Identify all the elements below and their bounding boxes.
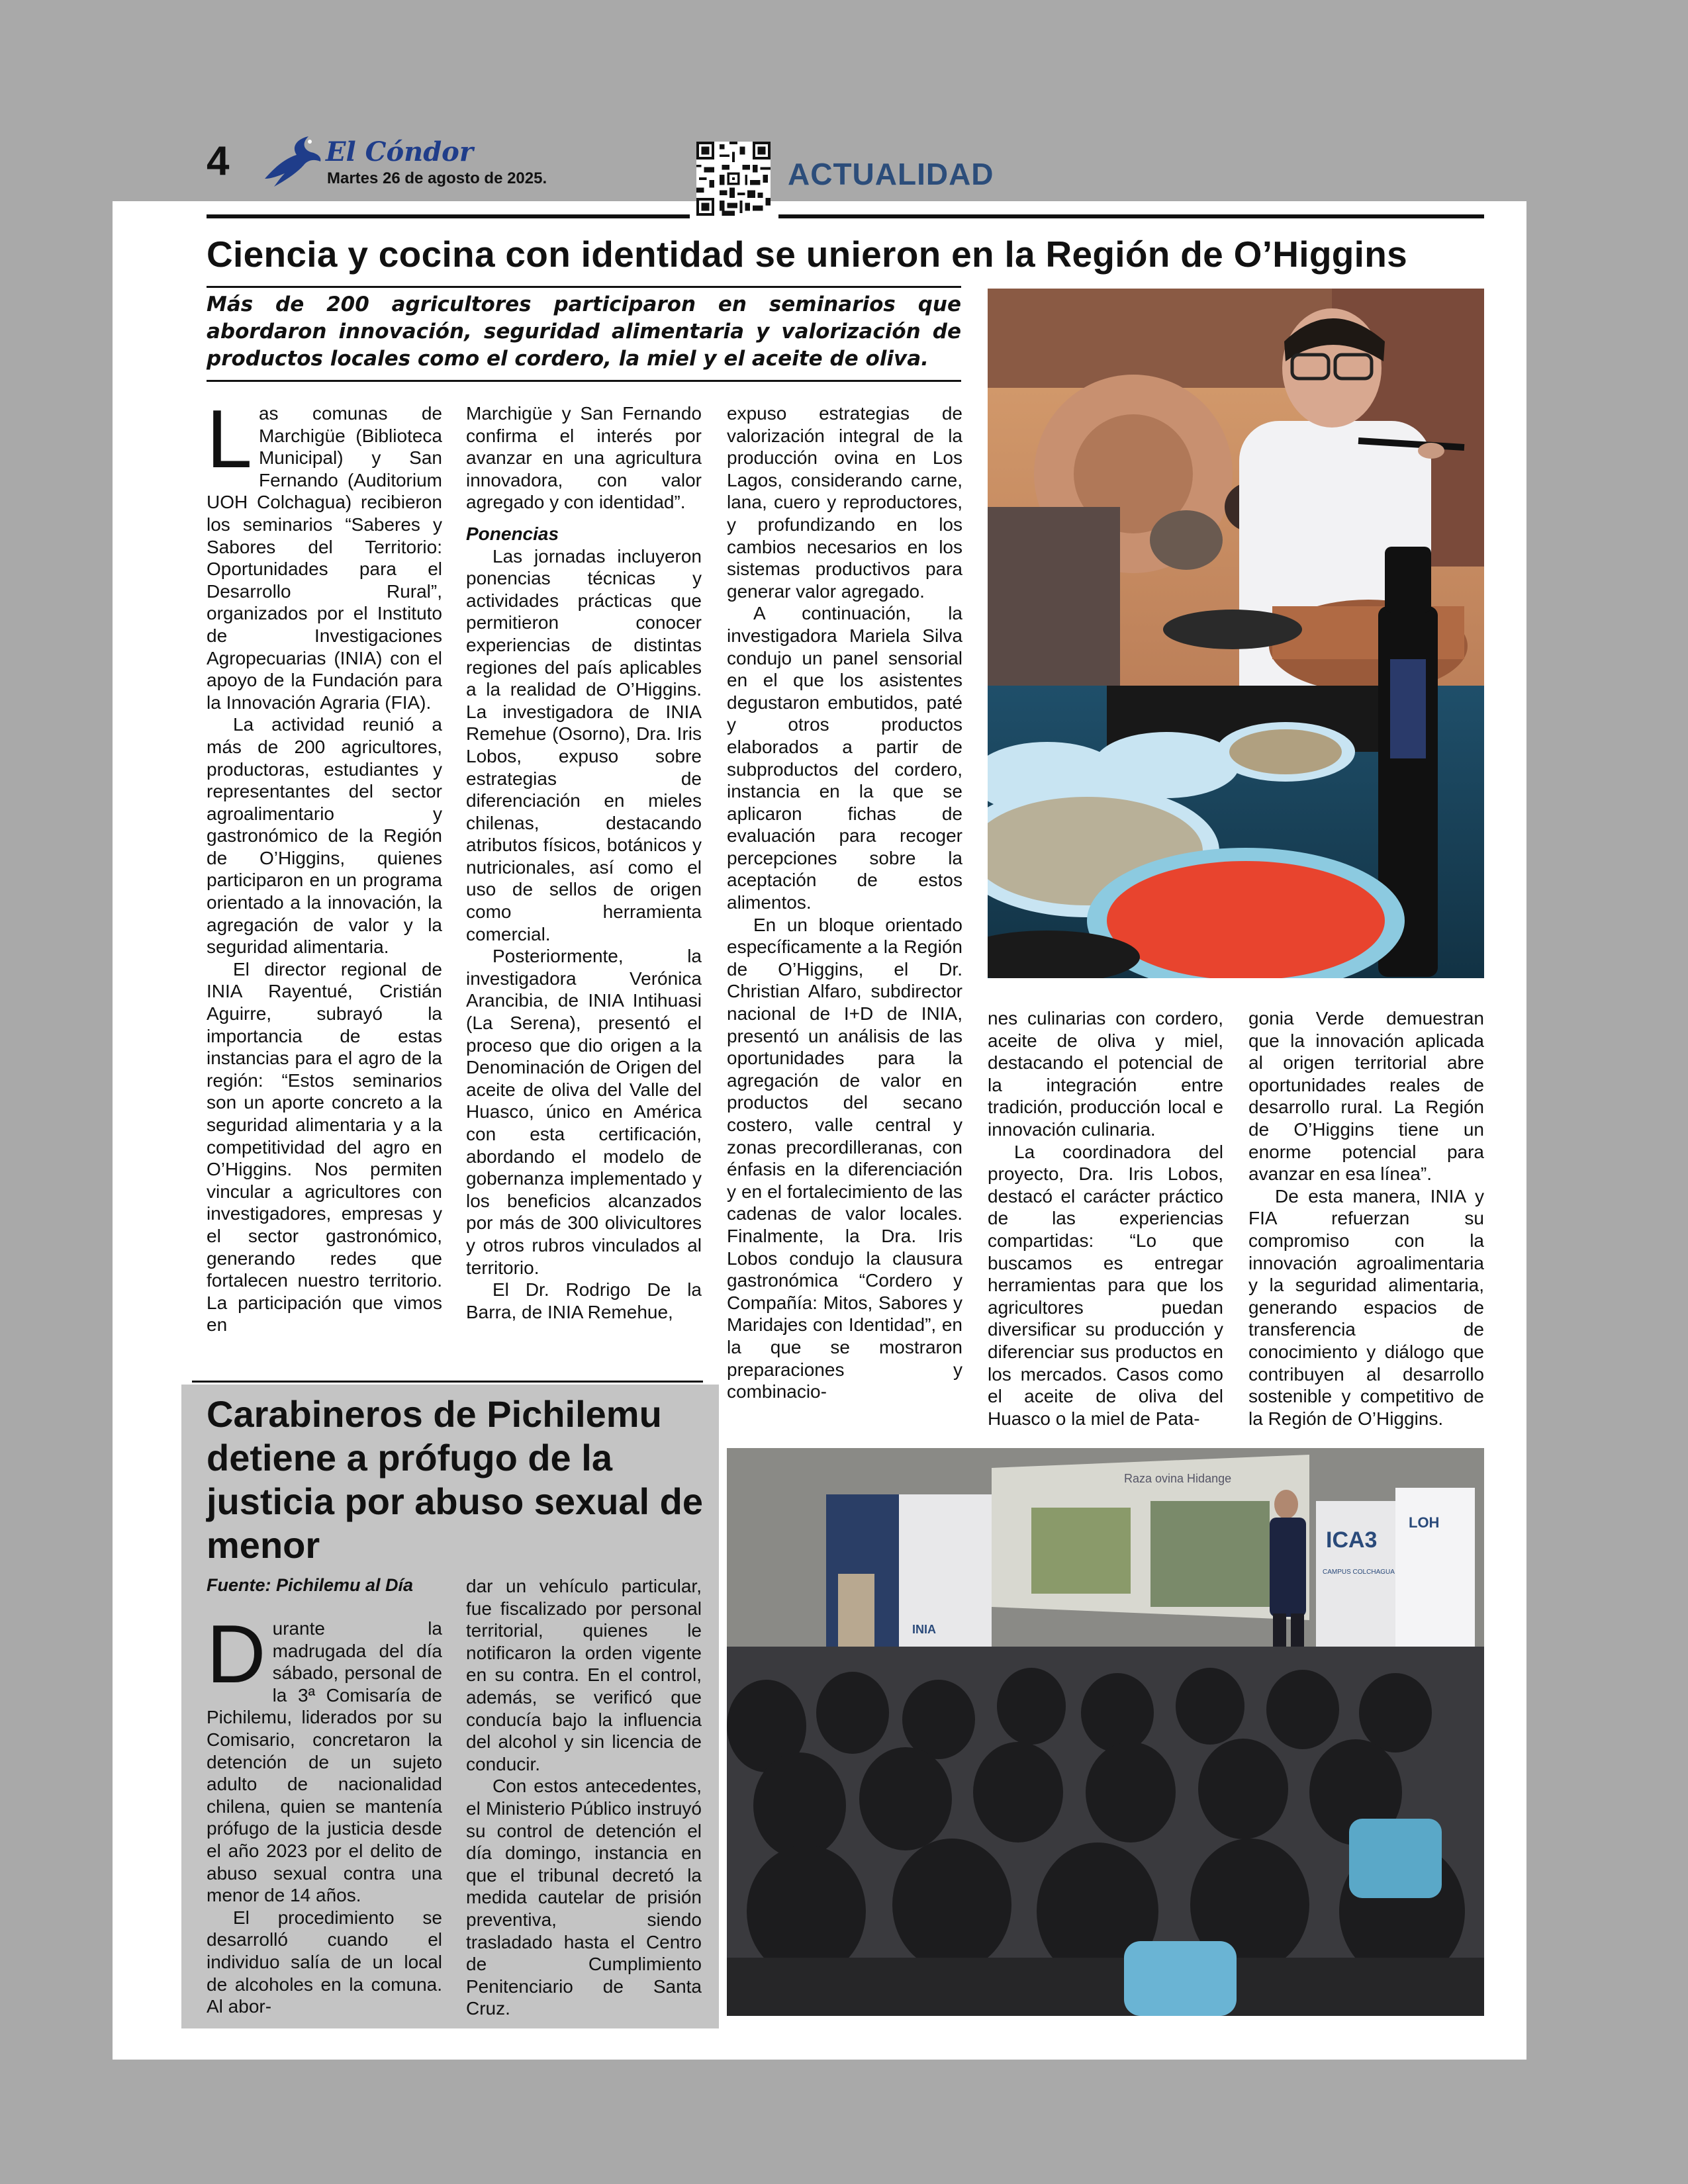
deck-top-rule bbox=[207, 286, 961, 288]
slide-title: Raza ovina Hidange bbox=[1124, 1472, 1232, 1485]
paragraph: dar un vehículo particular, fue fiscalizado por personal territorial, quienes le notificaron la orden vigente en su contra. En el control, además, se verificó que conducía bajo la influencia del alcohol y sin licencia de conducir. bbox=[466, 1576, 702, 1774]
article-column-4 bbox=[988, 1007, 1223, 1430]
box-top-rule bbox=[192, 1381, 703, 1383]
paragraph: De esta manera, INIA y FIA refuerzan su compromiso con la innovación agroalimentaria y la seguridad alimentaria, generando espacios de transferencia de conocimiento y diálogo que contribuyen al desarrollo sostenible y competitivo de la Región de O’Higgins. bbox=[1248, 1185, 1484, 1429]
article-column-1 bbox=[207, 394, 442, 1336]
qr-code-icon bbox=[696, 142, 771, 216]
article-column-3 bbox=[727, 402, 962, 1403]
box-column-2 bbox=[466, 1575, 702, 2020]
paragraph: Marchigüe y San Fernando confirma el interés por avanzar en una agricultura innovadora, con valor agregado y con identidad”. bbox=[466, 403, 702, 513]
paragraph: A continuación, la investigadora Mariela Silva condujo un panel sensorial en el que los asistentes degustaron embutidos, paté y otros productos elaborados a partir de subproductos del cordero, instancia en la que se aplicaron fichas de evaluación para recoger percepciones sobre la aceptación de estos alimentos. bbox=[727, 603, 962, 913]
article-deck: Más de 200 agricultores participaron en seminarios que abordaron innovación, seguridad alimentaria y valorización de productos locales como el cordero, la miel y el aceite de oliva. bbox=[207, 293, 961, 371]
condor-logo-icon bbox=[262, 132, 323, 193]
banner-logo: LOH bbox=[1409, 1514, 1440, 1531]
paragraph: El Dr. Rodrigo De la Barra, de INIA Remehue, bbox=[466, 1279, 702, 1322]
box-headline: Carabineros de Pichilemu detiene a prófugo de la justicia por abuso sexual de menor bbox=[207, 1393, 704, 1566]
box-source: Fuente: Pichilemu al Día bbox=[207, 1575, 414, 1595]
paragraph: Con estos antecedentes, el Ministerio Público instruyó su control de detención el día domingo, instancia en que el tribunal decretó la medida cautelar de prisión preventiva, siendo trasladado hasta el Centro de Cumplimiento Penitenciario de Santa Cruz. bbox=[466, 1776, 702, 2019]
seminar-audience-photo bbox=[727, 1448, 1484, 2016]
newspaper-name: El Cóndor bbox=[326, 136, 473, 167]
deck-bottom-rule bbox=[207, 380, 961, 382]
drop-cap: D bbox=[207, 1609, 266, 1700]
drop-cap: L bbox=[207, 394, 252, 485]
banner-caption: CAMPUS COLCHAGUA bbox=[1323, 1569, 1395, 1576]
top-rule-left bbox=[207, 214, 690, 218]
top-rule-right bbox=[778, 214, 1484, 218]
paragraph: La actividad reunió a más de 200 agricultores, productoras, estudiantes y representantes del sector agroalimentario y gastronómico de la Región de O’Higgins, quienes participaron en un programa orientado a la innovación, la agregación de valor y la seguridad alimentaria. bbox=[207, 714, 442, 958]
article-column-2 bbox=[466, 402, 702, 1323]
paragraph: El director regional de INIA Rayentué, Cristián Aguirre, subrayó la importancia de estas instancias para el agro de la región: “Estos seminarios son un aporte concreto a la seguridad alimentaria y a la competitividad del agro en O’Higgins. Nos permiten vincular a agricultores con investigadores, empresas y el sector gastronómico, generando redes que fortalecen nuestro territorio. La participación que vimos en bbox=[207, 958, 442, 1336]
paragraph: La coordinadora del proyecto, Dra. Iris Lobos, destacó el carácter práctico de las experiencias compartidas: “Lo que buscamos es entregar herramientas para que los agricultores puedan diversificar su producción y diferenciar sus productos en los mercados. Casos como el aceite de oliva del Huasco o la miel de Pata- bbox=[988, 1141, 1223, 1429]
paragraph: Las jornadas incluyeron ponencias técnicas y actividades prácticas que permitieron conocer experiencias de distintas regiones del país aplicables a la realidad de O’Higgins. La investigadora de INIA Remehue (Osorno), Dra. Iris Lobos, expuso sobre estrategias de diferenciación en mieles chilenas, destacando atributos físicos, botánicos y nutricionales, así como el uso de sellos de origen como herramienta comercial. bbox=[466, 545, 702, 944]
article-column-5 bbox=[1248, 1007, 1484, 1430]
paragraph: gonia Verde demuestran que la innovación aplicada al origen territorial abre oportunidades reales de desarrollo rural. La Región de O’Higgins tiene un enorme potencial para avanzar en esa línea”. bbox=[1248, 1008, 1484, 1185]
subheading: Ponencias bbox=[466, 523, 559, 544]
paragraph: expuso estrategias de valorización integral de la producción ovina en Los Lagos, considerando carne, lana, cuero y reproductores, y profundizando en los cambios necesarios en los sistemas productivos para generar valor agregado. bbox=[727, 403, 962, 602]
page-number: 4 bbox=[207, 138, 230, 184]
paragraph: nes culinarias con cordero, aceite de oliva y miel, destacando el potencial de la integración entre tradición, producción local e innovación culinaria. bbox=[988, 1008, 1223, 1140]
issue-date: Martes 26 de agosto de 2025. bbox=[327, 169, 547, 187]
box-column-1 bbox=[207, 1609, 442, 2018]
paragraph: El procedimiento se desarrolló cuando el individuo salía de un local de alcoholes en la comuna. Al abor- bbox=[207, 1907, 442, 2017]
paragraph: Posteriormente, la investigadora Verónica Arancibia, de INIA Intihuasi (La Serena), presentó el proceso que dio origen a la Denominación de Origen del aceite de oliva del Valle del Huasco, único en América con esta certificación, abordando el modelo de gobernanza implementado y los beneficios alcanzados por más de 300 olivicultores y otros rubros vinculados al territorio. bbox=[466, 946, 702, 1278]
section-label: ACTUALIDAD bbox=[788, 157, 994, 191]
article-headline: Ciencia y cocina con identidad se unieron en la Región de O’Higgins bbox=[207, 234, 1408, 275]
banner-brand: INIA bbox=[912, 1623, 936, 1636]
paragraph: as comunas de Marchigüe (Biblioteca Municipal) y San Fernando (Auditorium UOH Colchagua) recibieron los seminarios “Saberes y Sabores del Territorio: Oportunidades para el Desarrollo Rural”, organizados por el Instituto de Investigaciones Agropecuarias (INIA) con el apoyo de la Fundación para la Innovación Agraria (FIA). bbox=[207, 403, 442, 713]
paragraph: En un bloque orientado específicamente a la Región de O’Higgins, el Dr. Christian Alfaro, subdirector nacional de I+D de INIA, presentó un análisis de las oportunidades para la agregación de valor en productos del secano costero, valle central y zonas precordilleranas, con énfasis en la diferenciación y en el fortalecimiento de las cadenas de valor locales. Finalmente, la Dra. Iris Lobos condujo la clausura gastronómica “Cordero y Compañía: Mitos, Sabores y Maridajes con Identidad”, en la que se mostraron preparaciones y combinacio- bbox=[727, 914, 962, 1402]
paragraph: urante la madrugada del día sábado, personal de la 3ª Comisaría de Pichilemu, liderados por su Comisario, concretaron la detención de un sujeto adulto de nacionalidad chilena, quien se mantenía prófugo de la justicia desde el año 2023 por el delito de abuso sexual contra una menor de 14 años. bbox=[207, 1618, 442, 1906]
banner-label: ICA3 bbox=[1326, 1527, 1378, 1553]
chef-cooking-photo bbox=[988, 289, 1484, 978]
